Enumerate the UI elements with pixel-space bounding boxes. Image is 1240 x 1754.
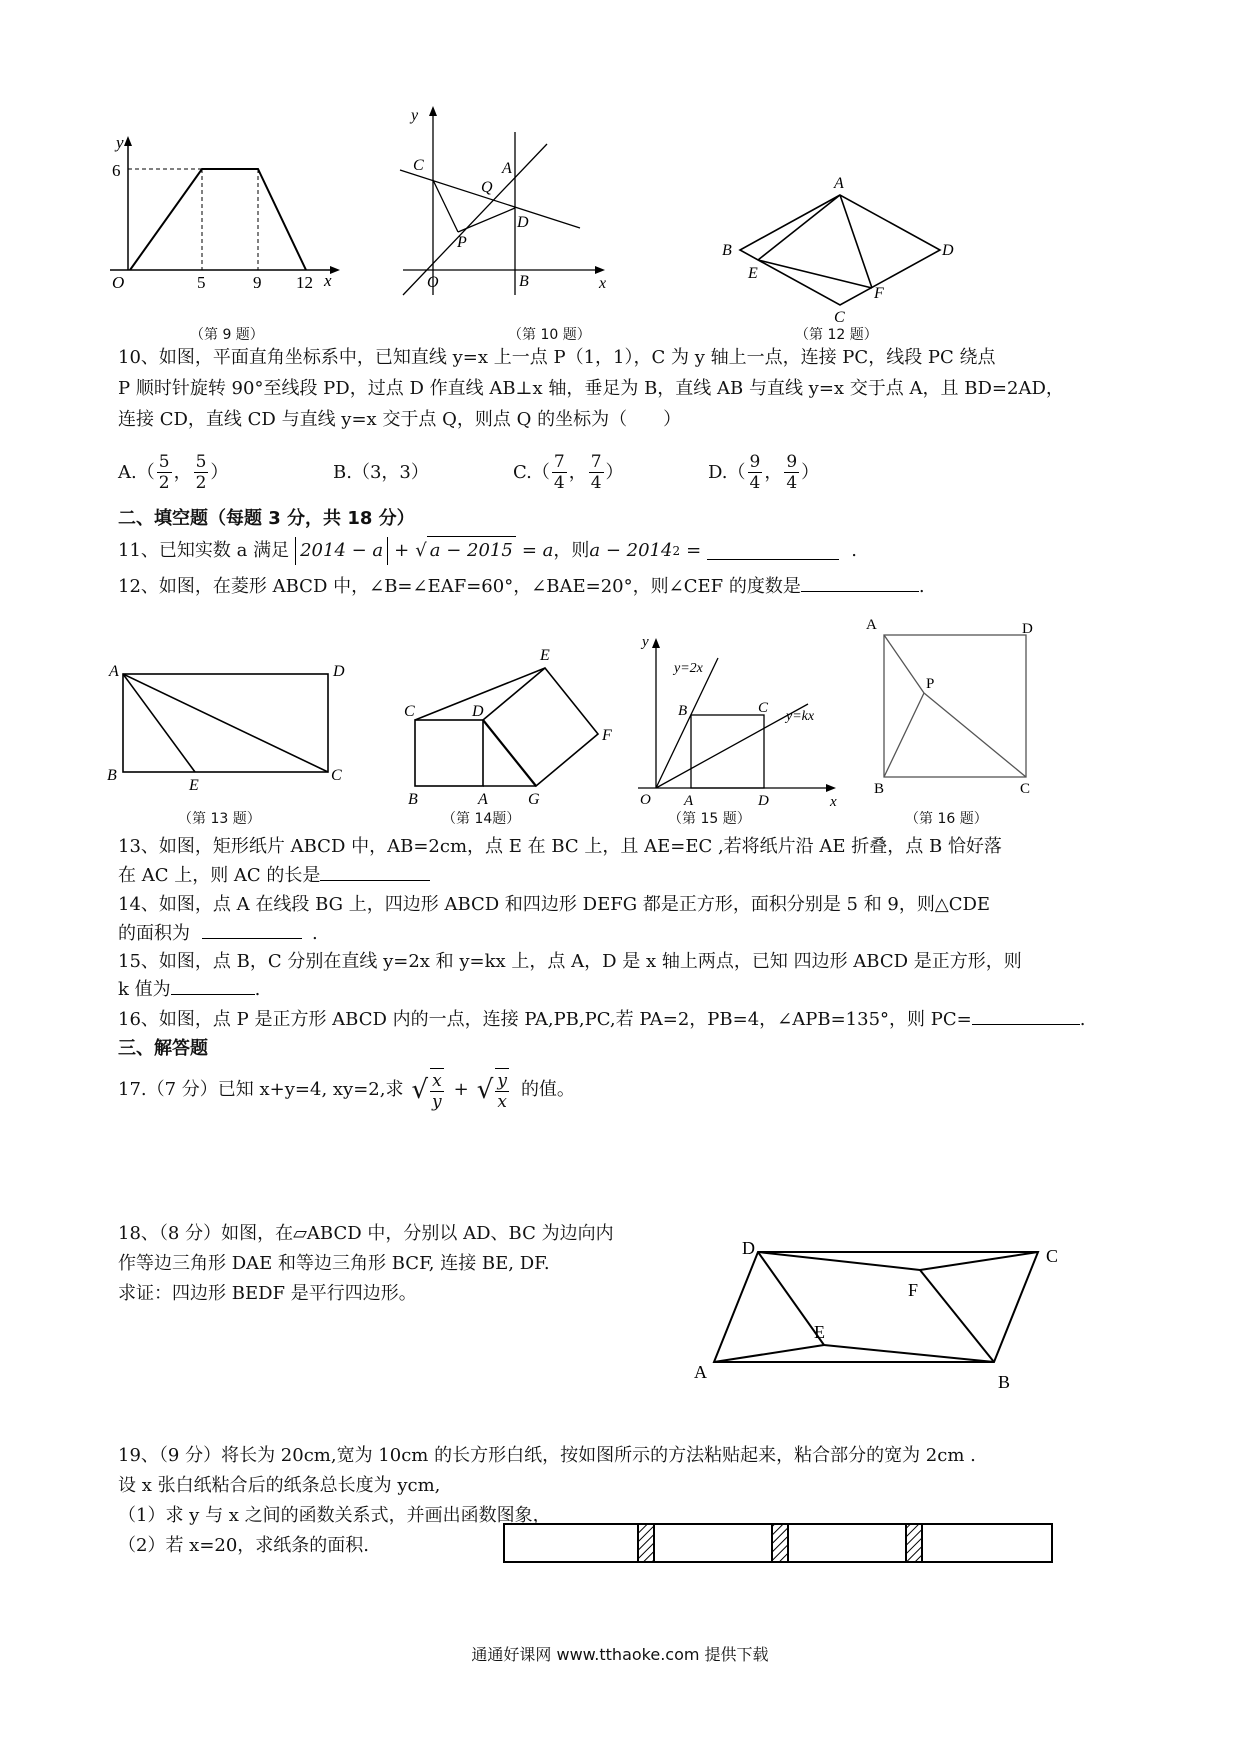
point-a-label: A	[866, 617, 877, 633]
point-e-label: E	[748, 265, 758, 282]
axis-y-label: y	[411, 107, 419, 124]
q19-line2: 设 x 张白纸粘合后的纸条总长度为 ycm,	[118, 1475, 441, 1496]
q11: 11、已知实数 a 满足 2014 − a + √ a − 2015 = a ，则 a − 2014 2 = .	[118, 536, 857, 565]
point-e-label: E	[814, 1322, 825, 1342]
point-d-label: D	[742, 1238, 755, 1258]
q14-line1: 14、如图，点 A 在线段 BG 上，四边形 ABCD 和四边形 DEFG 都是正方形，面积分别是 5 和 9，则△CDE	[118, 894, 991, 915]
figure-q14	[400, 640, 630, 805]
point-e-label: E	[189, 777, 199, 790]
point-a-label: A	[684, 793, 694, 809]
q16: 16、如图，点 P 是正方形 ABCD 内的一点，连接 PA,PB,PC,若 PA=2，PB=4，∠APB=135°，则 PC= .	[118, 1006, 1085, 1034]
q19-line3: （1）求 y 与 x 之间的函数关系式，并画出函数图象，	[118, 1505, 551, 1526]
axis-y-label: y	[642, 634, 649, 650]
point-c-label: C	[404, 703, 415, 720]
q15-answer-blank[interactable]	[171, 976, 255, 995]
point-d-label: D	[758, 793, 769, 809]
figure-q15	[618, 630, 843, 810]
caption-q9: （第 9 题）	[190, 327, 264, 343]
point-p-label: P	[926, 676, 935, 692]
caption-q10: （第 10 题）	[508, 327, 591, 343]
tick-5: 5	[197, 273, 206, 292]
option-b: B.（3，3）	[333, 461, 429, 483]
section-2-heading: 二、填空题（每题 3 分，共 18 分）	[118, 508, 415, 529]
q14-answer-blank[interactable]	[202, 920, 302, 939]
figure-q13	[105, 660, 350, 790]
figure-q19-paper-strip	[500, 1518, 1060, 1568]
point-q-label: Q	[481, 179, 493, 196]
section-3-heading: 三、解答题	[118, 1038, 208, 1059]
point-b-label: B	[874, 781, 885, 795]
point-p-label: P	[457, 234, 467, 251]
q18-line3: 求证：四边形 BEDF 是平行四边形。	[118, 1283, 417, 1304]
point-a-label: A	[109, 663, 119, 680]
line-y2x-label: y=2x	[674, 661, 703, 676]
point-d-label: D	[472, 703, 484, 720]
q13-line2: 在 AC 上，则 AC 的长是	[118, 862, 430, 890]
tick-6: 6	[112, 161, 121, 180]
point-d-label: D	[333, 663, 345, 680]
tick-12: 12	[296, 273, 313, 292]
figure-q9	[100, 130, 350, 320]
origin-label: O	[640, 792, 651, 808]
point-a-label: A	[694, 1362, 707, 1382]
axis-x-label: x	[830, 794, 837, 810]
point-d-label: D	[942, 242, 954, 259]
point-c-label: C	[834, 309, 845, 325]
origin-label: O	[427, 274, 439, 291]
point-d-label: D	[517, 214, 529, 231]
q11-answer-blank[interactable]	[707, 541, 839, 560]
point-b-label: B	[678, 703, 688, 719]
q10-line1: 10、如图，平面直角坐标系中，已知直线 y=x 上一点 P（1，1），C 为 y 轴上一点，连接 PC，线段 PC 绕点	[118, 347, 996, 368]
point-b-label: B	[722, 242, 732, 259]
q19-line1: 19、（9 分）将长为 20cm,宽为 10cm 的长方形白纸，按如图所示的方法粘贴起来，粘合部分的宽为 2cm .	[118, 1445, 976, 1466]
q16-answer-blank[interactable]	[972, 1006, 1080, 1025]
q12-answer-blank[interactable]	[801, 573, 919, 592]
point-c-label: C	[758, 700, 769, 716]
q19-line4: （2）若 x=20，求纸条的面积.	[118, 1535, 370, 1556]
caption-q12: （第 12 题）	[795, 327, 878, 343]
figure-q10	[395, 100, 625, 325]
q17: 17.（7 分）已知 x+y=4, xy=2,求 √ $\frac{x}{y}$ + √ $\frac{y}{x}$ 的值。	[118, 1068, 575, 1112]
axis-x-label: x	[599, 275, 607, 292]
q13-line1: 13、如图，矩形纸片 ABCD 中，AB=2cm，点 E 在 BC 上，且 AE=EC ,若将纸片沿 AE 折叠，点 B 恰好落	[118, 836, 1002, 857]
point-b-label: B	[408, 791, 418, 805]
point-b-label: B	[107, 767, 117, 784]
point-e-label: E	[540, 647, 550, 664]
point-a-label: A	[834, 175, 844, 192]
figure-q12	[710, 170, 970, 325]
point-a-label: A	[478, 791, 488, 805]
axis-x-label: x	[324, 271, 332, 290]
option-a: A.（ $\frac{5}{2}$ ， $\frac{5}{2}$ ）	[118, 452, 229, 493]
line-ykx-label: y=kx	[786, 709, 815, 724]
option-d: D.（ $\frac{9}{4}$ ， $\frac{9}{4}$ ）	[708, 452, 820, 493]
caption-q15: （第 15 题）	[668, 811, 751, 827]
point-f-label: F	[908, 1280, 919, 1300]
point-b-label: B	[519, 273, 529, 290]
caption-q14: （第 14题）	[442, 811, 521, 827]
q14-line2: 的面积为 .	[118, 920, 318, 948]
q15-line1: 15、如图，点 B，C 分别在直线 y=2x 和 y=kx 上，点 A，D 是 x 轴上两点，已知 四边形 ABCD 是正方形，则	[118, 951, 1022, 972]
point-g-label: G	[528, 791, 540, 805]
q12: 12、如图，在菱形 ABCD 中，∠B=∠EAF=60°，∠BAE=20°，则∠CEF 的度数是 .	[118, 573, 925, 601]
q18-line1: 18、（8 分）如图，在▱ABCD 中，分别以 AD、BC 为边向内	[118, 1223, 614, 1244]
point-b-label: B	[998, 1372, 1011, 1392]
origin-label: O	[112, 273, 125, 292]
point-f-label: F	[874, 285, 884, 302]
q10-line2: P 顺时针旋转 90°至线段 PD，过点 D 作直线 AB⊥x 轴，垂足为 B，直线 AB 与直线 y=x 交于点 A，且 BD=2AD，	[118, 378, 1064, 399]
figure-q18	[680, 1238, 1080, 1398]
q18-line2: 作等边三角形 DAE 和等边三角形 BCF, 连接 BE, DF.	[118, 1253, 550, 1274]
q10-options	[118, 452, 819, 493]
caption-q13: （第 13 题）	[178, 811, 261, 827]
point-f-label: F	[602, 727, 612, 744]
figure-q16	[862, 615, 1042, 795]
page-footer: 通通好课网 www.tthaoke.com 提供下载	[471, 1645, 769, 1664]
point-c-label: C	[331, 767, 342, 784]
caption-q16: （第 16 题）	[905, 811, 988, 827]
q10-line3: 连接 CD，直线 CD 与直线 y=x 交于点 Q，则点 Q 的坐标为（ ）	[118, 409, 682, 430]
q13-answer-blank[interactable]	[320, 862, 430, 881]
q15-line2: k 值为 .	[118, 976, 260, 1004]
axis-y-label: y	[116, 133, 124, 152]
tick-9: 9	[253, 273, 262, 292]
point-d-label: D	[1022, 621, 1033, 637]
option-c: C.（ $\frac{7}{4}$ ， $\frac{7}{4}$ ）	[513, 452, 624, 493]
point-c-label: C	[1046, 1246, 1059, 1266]
point-c-label: C	[413, 157, 424, 174]
point-c-label: C	[1020, 781, 1031, 795]
point-a-label: A	[502, 160, 512, 177]
